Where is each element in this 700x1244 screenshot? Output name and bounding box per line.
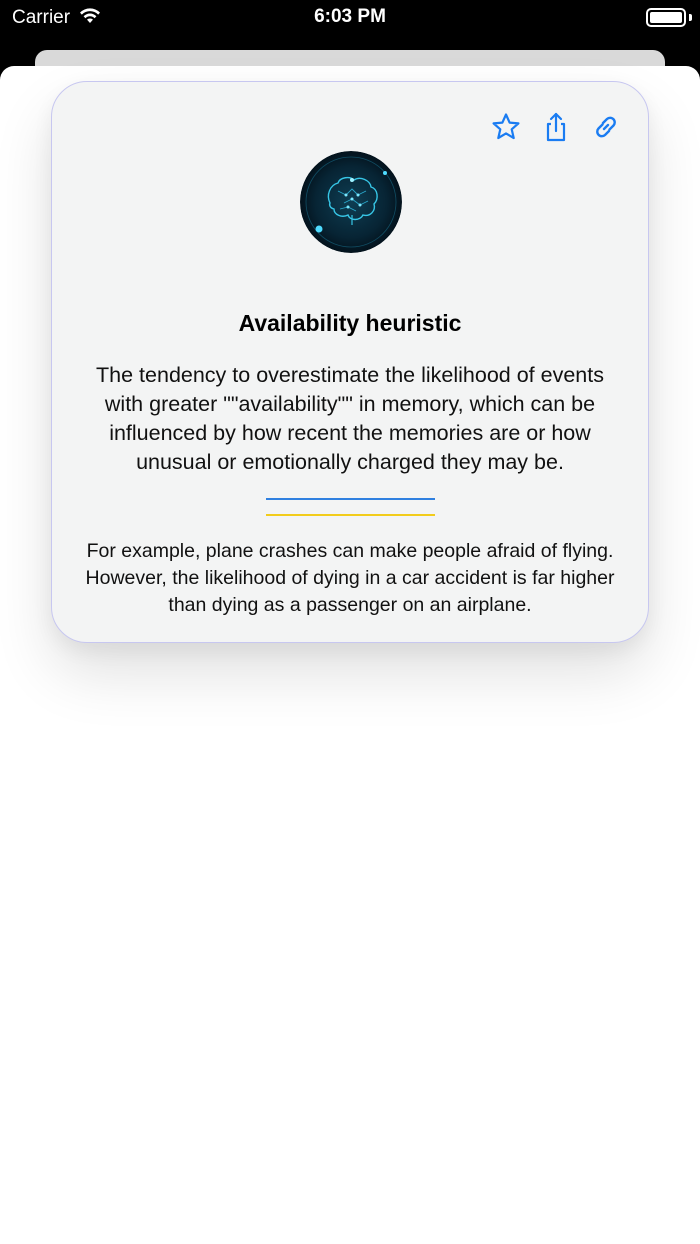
share-icon (540, 111, 572, 143)
link-icon (590, 111, 622, 143)
status-bar (0, 0, 700, 36)
card-actions (490, 110, 622, 144)
bias-example: For example, plane crashes can make people afraid of flying. However, the likelihood of dying in a car accident is far higher than dying as a passenger on an airplane. (85, 540, 615, 616)
bias-title: Availability heuristic (238, 310, 462, 336)
share-button[interactable] (540, 110, 572, 144)
divider-yellow (266, 514, 435, 516)
copy-link-button[interactable] (590, 110, 622, 144)
clock: 6:03 PM (314, 6, 386, 27)
star-icon (490, 111, 522, 143)
bias-description: The tendency to overestimate the likelihood of events with greater ""availability"" in memory, which can be influenced by how recent the memories are or how unusual or emotionally charged they may be. (96, 363, 604, 474)
battery-icon (646, 8, 686, 27)
divider-blue (266, 498, 435, 500)
favorite-button[interactable] (490, 110, 522, 144)
carrier-label: Carrier (12, 7, 71, 28)
bias-card (51, 81, 649, 643)
battery-cap (689, 14, 692, 21)
brain-illustration (300, 151, 402, 253)
